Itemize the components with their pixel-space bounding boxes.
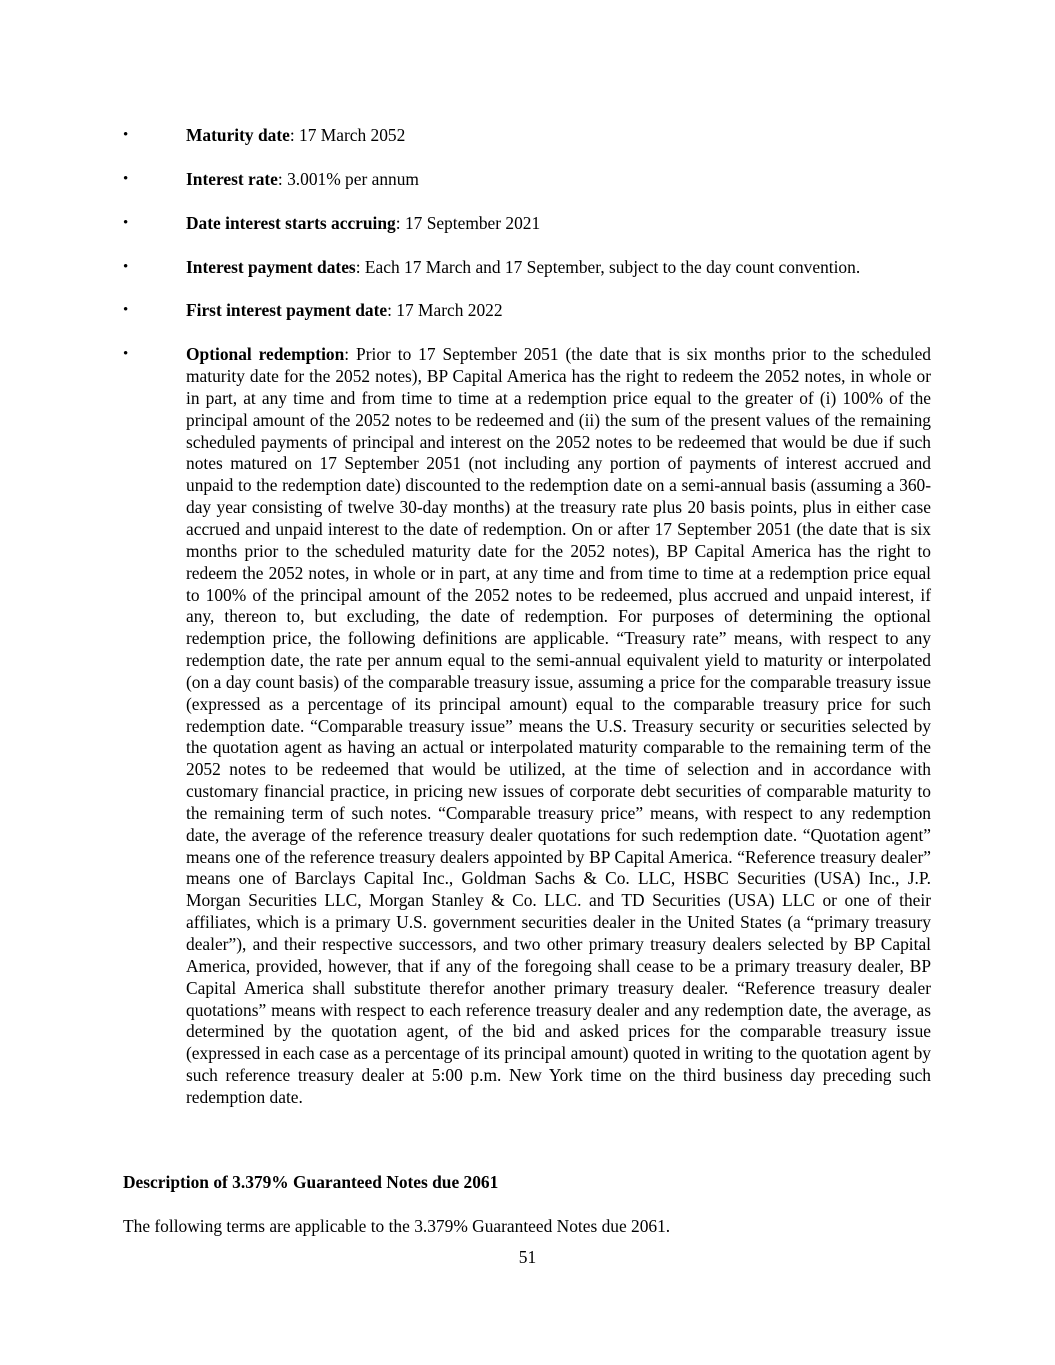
term-separator: : [289, 125, 300, 145]
terms-bullet-list [123, 125, 931, 1131]
page-number: 51 [518, 1247, 537, 1267]
bullet-icon: • [123, 170, 129, 187]
term-item-optional-redemption [123, 344, 931, 1109]
bullet-icon: • [123, 258, 129, 275]
bullet-icon: • [123, 127, 129, 143]
intro-paragraph: The following terms are applicable to the 3.379% Guaranteed Notes due 2061. [123, 1216, 671, 1236]
term-separator: : [355, 256, 365, 277]
term-label: Maturity date [186, 125, 290, 145]
term-value: 17 September 2021 [404, 212, 541, 233]
term-item-maturity-date [123, 125, 931, 147]
bullet-icon: • [123, 346, 129, 363]
term-separator: : [387, 300, 397, 321]
term-value: Prior to 17 September 2051 (the date that is six months prior to the scheduled maturity date for the 2052 notes), BP Capital America has the right to redeem the 2052 notes, in whole or in part, at any time and from time to time at a redemption price equal to the greater of (i) 100% of the principal amount of the 2052 notes to be redeemed and (ii) the sum of the present values of the remaining scheduled payments of principal and interest on the 2052 notes to be redeemed that would be due if such notes matured on 17 September 2051 (not including any portion of payments of interest accrued and unpaid to the redemption date) discounted to the redemption date on a semi-annual basis (assuming a 360-day year consisting of twelve 30-day months) at the treasury rate plus 20 basis points, plus in either case accrued and unpaid interest to the date of redemption. On or after 17 September 2051 (the date that is six months prior to the scheduled maturity date for the 2052 notes), BP Capital America has the right to redeem the 2052 notes, in whole or in part, at any time and from time to time at a redemption price equal to 100% of the principal amount of the 2052 notes to be redeemed, plus accrued and unpaid interest, if any, thereon to, but excluding, the date of redemption. For purposes of determining the optional redemption price, the following definitions are applicable. “Treasury rate” means, with respect to any redemption date, the rate per annum equal to the semi-annual equivalent yield to maturity or interpolated (on a day count basis) of the comparable treasury issue, assuming a price for the comparable treasury issue (expressed as a percentage of its principal amount) equal to the comparable treasury price for such redemption date. “Comparable treasury issue” means the U.S. Treasury security or securities selected by the quotation agent as having an actual or interpolated maturity comparable to the remaining term of the 2052 notes to be redeemed that would be utilized, at the time of selection and in accordance with customary financial practice, in pricing new issues of corporate debt securities of comparable maturity to the remaining term of such notes. “Comparable treasury price” means, with respect to any redemption date, the average of the reference treasury dealer quotations for such redemption date. “Quotation agent” means one of the reference treasury dealers appointed by BP Capital America. “Reference treasury dealer” means one of Barclays Capital Inc., Goldman Sachs & Co. LLC, HSBC Securities (USA) Inc., J.P. Morgan Securities LLC, Morgan Stanley & Co. LLC. and TD Securities (USA) LLC or one of their affiliates, which is a primary U.S. government securities dealer in the United States (a “primary treasury dealer”), and their respective successors, and two other primary treasury dealers selected by BP Capital America, provided, however, that if any of the foregoing shall cease to be a primary treasury dealer, BP Capital America shall substitute therefor another primary treasury dealer. “Reference treasury dealer quotations” means with respect to each reference treasury dealer and any redemption date, the average, as determined by the quotation agent, of the bid and asked prices for the comparable treasury issue (expressed in each case as a percentage of its principal amount) quoted in writing to the quotation agent by such reference treasury dealer at 5:00 p.m. New York time on the third business day preceding such redemption date. [186, 344, 931, 1107]
term-label: Interest rate [186, 168, 278, 189]
term-value: 3.001% per annum [287, 168, 419, 189]
term-value: Each 17 March and 17 September, subject to the day count convention. [364, 256, 861, 277]
term-item-first-payment-date [123, 300, 931, 322]
bullet-icon: • [123, 302, 129, 319]
term-label: Optional redemption [186, 344, 345, 365]
term-separator: : [277, 168, 288, 189]
section-heading: Description of 3.379% Guaranteed Notes due 2061 [123, 1172, 499, 1192]
term-item-interest-rate [123, 169, 931, 191]
term-item-interest-payment-dates [123, 257, 931, 279]
term-value: 17 March 2052 [299, 125, 406, 145]
bullet-icon: • [123, 214, 129, 231]
term-label: Interest payment dates [186, 256, 356, 277]
term-label: First interest payment date [186, 300, 388, 321]
term-value: 17 March 2022 [396, 300, 503, 321]
term-separator: : [395, 212, 405, 233]
term-separator: : [344, 344, 357, 365]
term-label: Date interest starts accruing [186, 212, 396, 233]
term-item-accrual-date [123, 213, 931, 235]
